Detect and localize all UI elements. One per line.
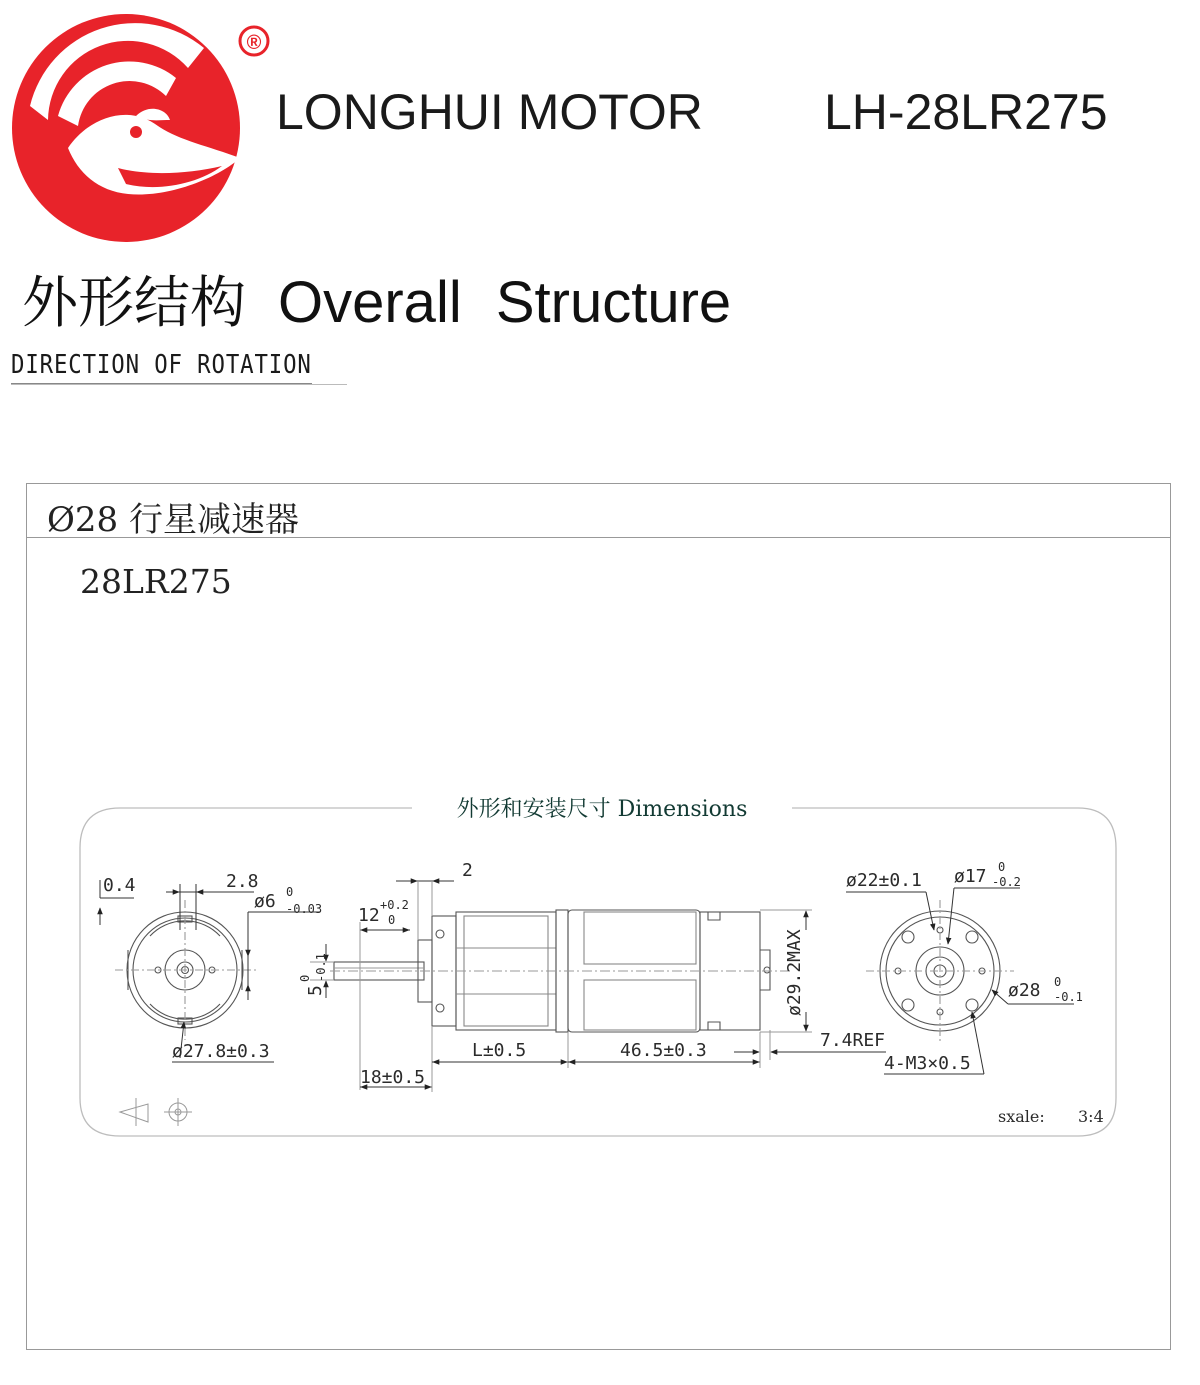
rotation-label: DIRECTION OF ROTATION [11, 350, 312, 384]
dim-17-upper: 0 [998, 860, 1006, 874]
dim-22: ø22±0.1 [846, 870, 922, 891]
dim-28: ø28 [1008, 980, 1041, 1001]
dim-17: ø17 [954, 866, 987, 887]
dim-29.2MAX: ø29.2MAX [784, 929, 805, 1016]
dim-28-lower: -0.1 [1054, 990, 1083, 1004]
dim-7.4REF: 7.4REF [820, 1030, 886, 1051]
scale-label: sxale: [998, 1107, 1045, 1126]
model-number: LH-28LR275 [824, 84, 1108, 140]
dim-5: 5 [305, 985, 326, 996]
dim-shaft-dia: ø6 [254, 891, 276, 912]
frame-title: Ø28 行星减速器 [47, 500, 299, 540]
third-angle-projection-icon [120, 1098, 192, 1126]
dim-27.8: ø27.8±0.3 [172, 1041, 270, 1062]
registered-mark: ® [246, 32, 262, 54]
dim-18: 18±0.5 [360, 1067, 426, 1088]
motor-end-view [115, 900, 256, 1040]
dim-46.5: 46.5±0.3 [620, 1040, 707, 1061]
page-title-cn: 外形结构 [22, 271, 246, 336]
dim-5-lower: -0.1 [314, 953, 328, 982]
dim-28-upper: 0 [1054, 975, 1062, 989]
dim-2: 2 [462, 860, 473, 881]
drawing-title: 外形和安装尺寸 Dimensions [456, 797, 748, 822]
brand-name: LONGHUI MOTOR [276, 84, 703, 140]
dim-12-upper: +0.2 [380, 898, 409, 912]
gearbox-front-view [866, 900, 1014, 1044]
dim-shaft-dia-lower: -0.03 [286, 902, 323, 916]
dim-shaft-dia-upper: 0 [286, 885, 294, 899]
page-title-en: Overall Structure [278, 270, 732, 335]
dim-5-upper: 0 [298, 974, 312, 982]
dim-17-lower: -0.2 [992, 875, 1021, 889]
dim-12: 12 [358, 905, 380, 926]
scale-value: 3:4 [1078, 1107, 1104, 1126]
dim-0.4: 0.4 [103, 875, 136, 896]
dim-L: L±0.5 [472, 1040, 527, 1061]
frame-model: 28LR275 [80, 562, 232, 601]
motor-side-view [330, 910, 790, 1032]
drawing-border [80, 808, 1116, 1136]
dim-12-lower: 0 [388, 913, 396, 927]
dim-4-M3: 4-M3×0.5 [884, 1053, 971, 1074]
dim-2.8: 2.8 [226, 871, 259, 892]
